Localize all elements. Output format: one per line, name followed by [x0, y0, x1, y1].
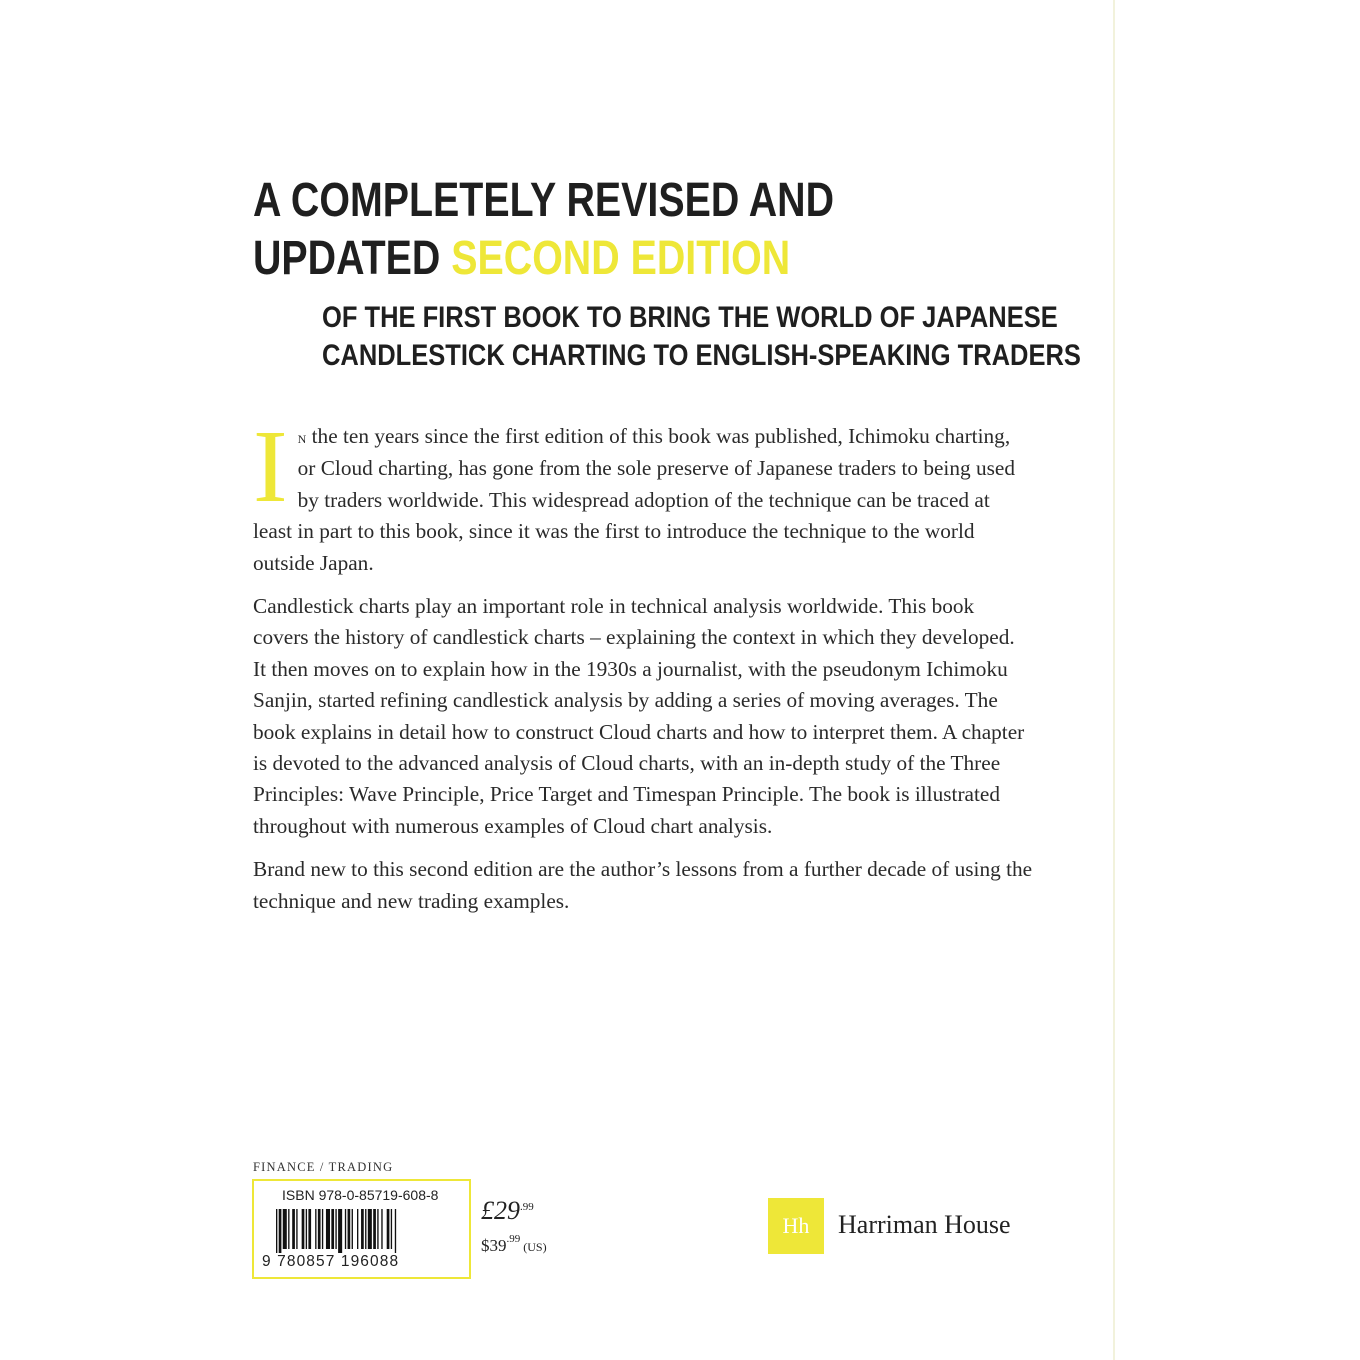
barcode-box [252, 1179, 471, 1279]
barcode-bar [331, 1209, 334, 1249]
barcode-bar [391, 1209, 392, 1249]
blurb-paragraph-1 [253, 409, 1033, 579]
barcode-bar [365, 1209, 366, 1249]
barcode-bar [387, 1209, 390, 1249]
barcode-bar [381, 1209, 382, 1249]
blurb [253, 409, 1033, 929]
barcode-bar [377, 1209, 378, 1249]
paragraph-1-text: the ten years since the first edition of this book was published, Ichimoku charting, or Cloud charting, has gone from the sole preserve of Japanese traders to being used by traders worldwide. This widespread adoption of the technique can be traced at least in part to this book, since it was the first to introduce the technique to the world outside Japan. [253, 424, 1016, 575]
price-gbp [481, 1196, 534, 1226]
barcode-bar [352, 1209, 353, 1249]
barcode-bar [348, 1209, 351, 1249]
barcode-bar [395, 1209, 396, 1253]
subhead-line-1: OF THE FIRST BOOK TO BRING THE WORLD OF JAPANESE [322, 301, 1058, 334]
barcode-bar [302, 1209, 305, 1249]
barcode-bar [345, 1209, 346, 1249]
spine-edge-line [1113, 0, 1115, 1360]
blurb-paragraph-3: Brand new to this second edition are the author’s lessons from a further decade of using the technique and new trading examples. [253, 857, 1033, 913]
barcode-bar [283, 1209, 287, 1249]
barcode-bar [292, 1209, 295, 1249]
barcode-bar [296, 1209, 297, 1249]
barcode-bar [288, 1209, 289, 1249]
barcode-bar [368, 1209, 372, 1249]
barcode-bar [373, 1209, 376, 1249]
headline [253, 172, 925, 288]
barcode-bar [322, 1209, 323, 1249]
drop-cap: I [253, 409, 288, 524]
publisher-logo: Hh [768, 1198, 824, 1254]
subheadline [322, 299, 1081, 375]
ean-digits: 9 780857 196088 [262, 1253, 400, 1270]
subhead-line-2: CANDLESTICK CHARTING TO ENGLISH-SPEAKING TRADERS [322, 339, 1081, 372]
headline-line-1: A COMPLETELY REVISED AND [253, 174, 835, 227]
category-label: FINANCE / TRADING [253, 1160, 394, 1174]
barcode-icon [276, 1209, 446, 1253]
small-cap-lead: n [297, 428, 307, 447]
barcode-bar [361, 1209, 364, 1249]
price-usd-main: $39 [481, 1236, 507, 1255]
price-gbp-main: £29 [481, 1196, 520, 1225]
barcode-bar [276, 1209, 277, 1253]
barcode-bar [326, 1209, 330, 1249]
barcode-bar [308, 1209, 311, 1249]
headline-accent: SECOND EDITION [451, 232, 791, 285]
barcode-bar [335, 1209, 336, 1249]
isbn-text: ISBN 978-0-85719-608-8 [282, 1187, 439, 1203]
barcode-bar [318, 1209, 321, 1249]
blurb-paragraph-2: Candlestick charts play an important role in technical analysis worldwide. This book covers the history of candlestick charts – explaining the context in which they developed. It then moves on to explain how in the 1930s a journalist, with the pseudonym Ichimoku Sanjin, started refining candlestick analysis by adding a series of moving averages. The book explains in detail how to construct Cloud charts and how to interpret them. A chapter is devoted to the advanced analysis of Cloud charts, with an in-depth study of the Three Principles: Wave Principle, Price Target and Timespan Principle. The book is illustrated throughout with numerous examples of Cloud chart analysis. [253, 594, 1025, 838]
barcode-bar [279, 1209, 282, 1253]
barcode-bar [306, 1209, 307, 1249]
headline-line-2 [253, 230, 925, 288]
headline-prefix: UPDATED [253, 232, 452, 285]
price-usd-cents: .99 [506, 1233, 521, 1245]
barcode-bar [338, 1209, 342, 1253]
price-usd-suffix: (US) [520, 1240, 547, 1254]
barcode-bar [315, 1209, 316, 1249]
price-gbp-pence: .99 [520, 1201, 534, 1213]
publisher-name: Harriman House [838, 1210, 1011, 1239]
price-usd [481, 1233, 547, 1256]
barcode-bar [357, 1209, 358, 1249]
